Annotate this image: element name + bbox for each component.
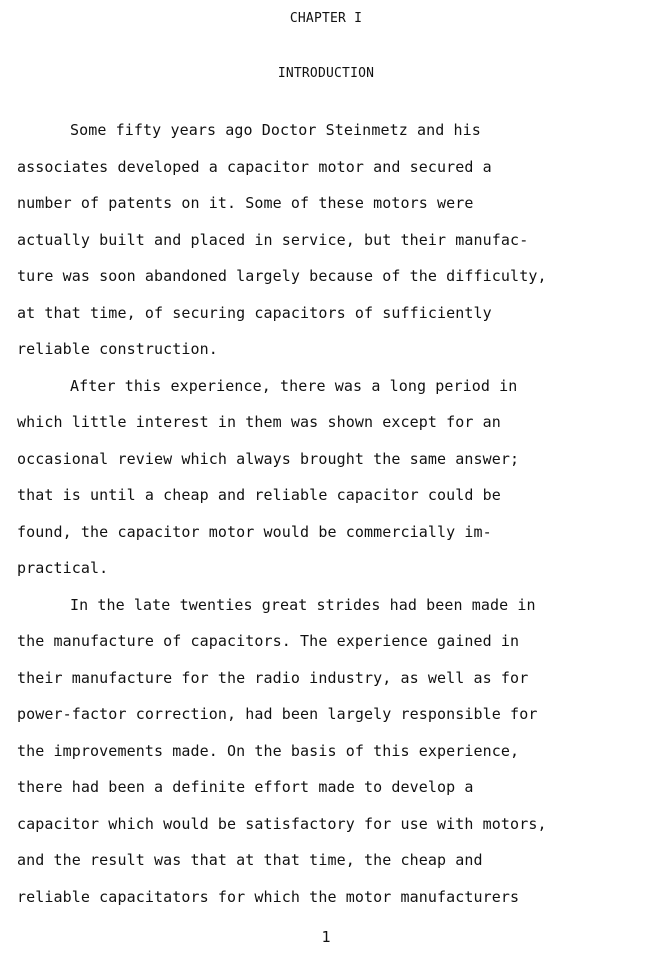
- text-line: the improvements made. On the basis of this experience,: [17, 741, 520, 760]
- chapter-heading: CHAPTER I: [289, 11, 363, 26]
- text-line: found, the capacitor motor would be commercially im-: [17, 522, 492, 541]
- text-line: there had been a definite effort made to develop a: [17, 778, 474, 796]
- text-line: and the result was that at that time, the cheap and: [17, 851, 483, 869]
- text-line: number of patents on it. Some of these motors were: [17, 194, 474, 212]
- text-line: ture was soon abandoned largely because of the difficulty,: [17, 267, 547, 285]
- text-line: capacitor which would be satisfactory for use with motors,: [17, 814, 547, 833]
- section-heading: INTRODUCTION: [277, 66, 375, 81]
- text-line: the manufacture of capacitors. The experience gained in: [17, 632, 520, 650]
- text-line: reliable construction.: [17, 340, 218, 358]
- text-line: occasional review which always brought the same answer;: [17, 449, 520, 468]
- text-line: that is until a cheap and reliable capacitor could be: [17, 486, 501, 504]
- text-line: After this experience, there was a long period in: [70, 376, 518, 395]
- text-line: reliable capacitators for which the motor manufacturers: [17, 887, 520, 906]
- body-text: [17, 118, 647, 921]
- text-line: actually built and placed in service, but their manufac-: [17, 230, 529, 249]
- text-line: In the late twenties great strides had been made in: [70, 595, 536, 614]
- text-line: at that time, of securing capacitors of sufficiently: [17, 303, 492, 322]
- text-line: power-factor correction, had been largely responsible for: [17, 705, 538, 723]
- text-line: their manufacture for the radio industry, as well as for: [17, 668, 529, 687]
- page-number: 1: [321, 928, 331, 946]
- text-line: practical.: [17, 559, 109, 577]
- text-line: associates developed a capacitor motor and secured a: [17, 157, 492, 176]
- text-line: which little interest in them was shown except for an: [17, 413, 501, 431]
- text-line: Some fifty years ago Doctor Steinmetz and his: [70, 121, 481, 139]
